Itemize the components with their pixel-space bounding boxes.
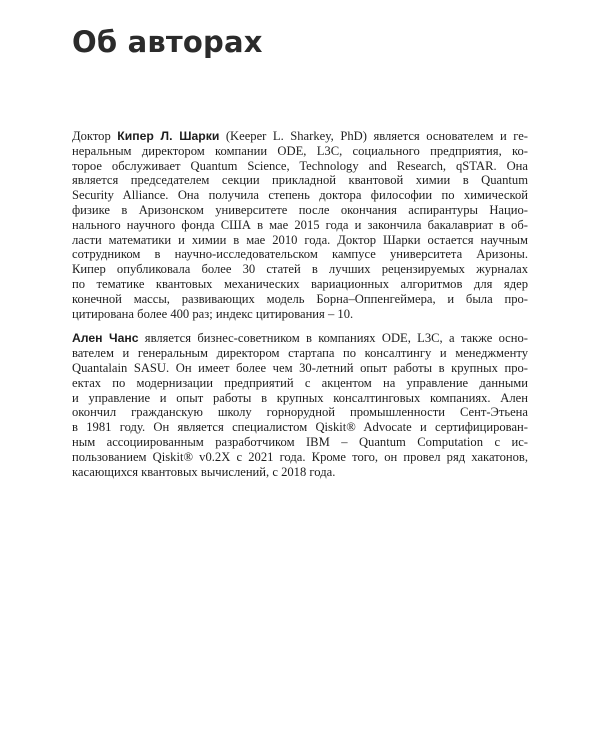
text-line <box>72 129 528 144</box>
text-line: является председателем секции прикладной квантовой химии в Quantum <box>72 173 528 188</box>
text-line: физике в Аризонском университете после окончания аспирантуры Нацио- <box>72 202 528 217</box>
text-line: Quantalain SASU. Он имеет более чем 30-летний опыт работы в крупных про- <box>72 360 528 375</box>
author-name: Кипер Л. Шарки <box>117 129 220 143</box>
text-line: неральным директором компании ODE, L3C, социального предприятия, ко- <box>72 143 528 158</box>
text-line: ектах по модернизации предприятий с акцентом на управление данными <box>72 375 528 390</box>
text-line: в 1981 году. Он является специалистом Qiskit® Advocate и сертифицирован- <box>72 420 528 435</box>
page-title: Об авторах <box>72 25 263 59</box>
text-line: нального научного фонда США в мае 2015 года и закончила бакалавриат в об- <box>72 217 528 232</box>
author-name: Ален Чанс <box>72 331 139 346</box>
text-line: ласти математики и химии в мае 2010 года. Доктор Шарки остается научным <box>72 232 528 247</box>
paragraph-keeper-sharkey <box>72 129 528 321</box>
text-line: пользованием Qiskit® v0.2X с 2021 года. Кроме того, он провел ряд хакатонов, <box>72 449 528 464</box>
page-body <box>72 129 528 489</box>
text-line: Кипер опубликовала более 30 статей в лучших рецензируемых журналах <box>72 262 528 277</box>
text-line: по тематике квантовых механических вариационных алгоритмов для ядер <box>72 276 528 291</box>
text-line: и управление и опыт работы в крупных консалтинговых компаниях. Ален <box>72 390 528 405</box>
text-line: торое обслуживает Quantum Science, Technology and Research, qSTAR. Она <box>72 158 528 173</box>
text-line: цитирована более 400 раз; индекс цитирования – 10. <box>72 306 354 321</box>
text-line: касающихся квантовых вычислений, с 2018 года. <box>72 464 336 479</box>
text-run: является бизнес-советником в компаниях ODE, L3C, а также осно- <box>138 331 529 346</box>
paragraph-alain-chance <box>72 331 528 479</box>
text-run: (Keeper L. Sharkey, PhD) является основателем и ге- <box>219 129 528 143</box>
text-line: сотрудником в научно-исследовательском кампусе университета Аризоны. <box>72 247 528 262</box>
text-line: конечной массы, развивающих модель Борна–Оппенгеймера, и была про- <box>72 291 528 306</box>
text-line: вателем и генеральным директором стартапа по консалтингу и менеджменту <box>72 346 528 361</box>
text-line: окончил гражданскую школу горнорудной промышленности Сент-Этьена <box>72 405 528 420</box>
text-run: Доктор <box>72 129 118 143</box>
text-line: Security Alliance. Она получила степень доктора философии по химической <box>72 188 528 203</box>
text-line <box>72 331 528 346</box>
text-line: ным ассоциированным разработчиком IBM – Quantum Computation с ис- <box>72 434 528 449</box>
